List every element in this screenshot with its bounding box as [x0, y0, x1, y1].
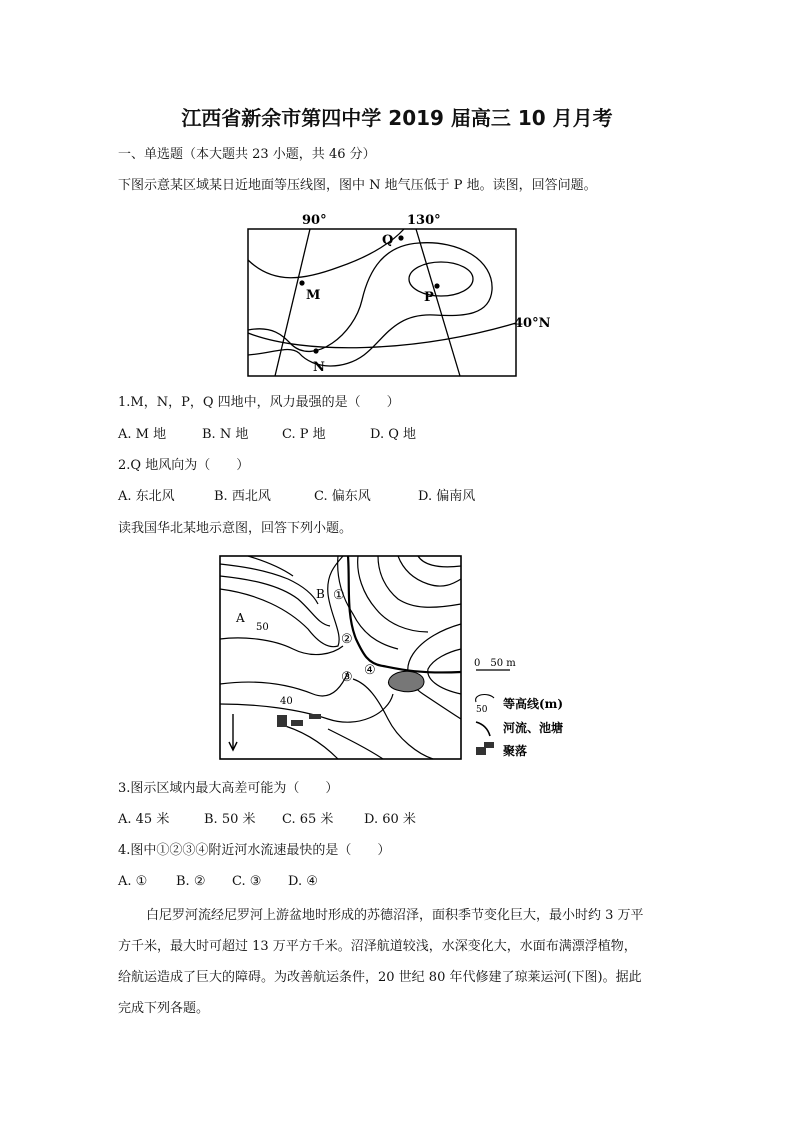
contour-line: [378, 556, 461, 607]
passage-line: 完成下列各题。: [118, 1001, 210, 1016]
intro-question-group-1: 下图示意某区域某日近地面等压线图，图中 N 地气压低于 P 地。读图，回答问题。: [118, 178, 597, 193]
contour-label-40: 40: [280, 696, 293, 707]
question-4-option-d[interactable]: D. ④: [288, 874, 318, 889]
contour-line: [220, 694, 393, 722]
latitude-label-40n: 40°N: [514, 316, 551, 331]
question-4-option-b[interactable]: B. ②: [176, 874, 206, 889]
question-1-option-a[interactable]: A. M 地: [118, 427, 167, 442]
meridian-130: [416, 229, 460, 376]
question-2-option-b[interactable]: B. 西北风: [214, 489, 271, 504]
contour-map: [218, 554, 583, 764]
reading-passage: [118, 900, 678, 1024]
settlement-building: [291, 720, 303, 726]
legend-river-icon: [476, 722, 490, 736]
marker-3: ③: [341, 670, 353, 685]
legend-river-label: 河流、池塘: [503, 721, 564, 735]
contour-line: [418, 556, 461, 567]
map-frame: [248, 229, 516, 376]
contour-line: [220, 638, 343, 655]
isobar-line: [248, 229, 404, 278]
marker-4: ④: [364, 663, 376, 678]
parallel-40n: [248, 323, 516, 348]
point-n: [313, 348, 318, 353]
label-b: B: [316, 587, 325, 601]
question-1-option-c[interactable]: C. P 地: [282, 427, 326, 442]
question-4-option-a[interactable]: A. ①: [118, 874, 148, 889]
contour-label-50: 50: [256, 622, 269, 633]
contour-line: [328, 729, 383, 759]
contour-line: [398, 556, 461, 586]
settlement-building: [309, 714, 321, 719]
question-1-stem: 1.M，N，P，Q 四地中，风力最强的是（ ）: [118, 395, 400, 410]
settlement-building: [277, 715, 287, 727]
legend-contour-icon: [476, 695, 494, 702]
question-3-option-c[interactable]: C. 65 米: [282, 812, 334, 827]
legend-settlement-label: 聚落: [503, 744, 528, 758]
longitude-label-90: 90°: [302, 213, 327, 228]
legend-settlement-icon: [484, 742, 494, 748]
question-3-option-d[interactable]: D. 60 米: [364, 812, 416, 827]
question-4-option-c[interactable]: C. ③: [232, 874, 262, 889]
marker-1: ①: [333, 588, 345, 603]
passage-line: 白尼罗河流经尼罗河上游盆地时形成的苏德沼泽，面积季节变化巨大，最小时约 3 万平: [146, 908, 644, 923]
point-q: [398, 235, 403, 240]
question-1-option-d[interactable]: D. Q 地: [370, 427, 417, 442]
section-heading: 一、单选题（本大题共 23 小题，共 46 分）: [118, 147, 376, 162]
scale-label: 0 50 m: [474, 658, 516, 669]
question-1-option-b[interactable]: B. N 地: [202, 427, 249, 442]
isobar-closed: [409, 262, 473, 296]
pond: [388, 671, 424, 692]
passage-line: 方千米，最大时可超过 13 万平方千米。沼泽航道较浅，水深变化大，水面布满漂浮植物，: [118, 939, 637, 954]
contour-line: [220, 672, 348, 696]
point-m-label: M: [306, 288, 321, 303]
contour-line: [220, 564, 318, 604]
question-2-option-a[interactable]: A. 东北风: [118, 489, 175, 504]
legend-contour-label: 等高线(m): [503, 697, 564, 711]
intro-question-group-2: 读我国华北某地示意图，回答下列小题。: [118, 521, 353, 536]
question-4-stem: 4.图中①②③④附近河水流速最快的是（ ）: [118, 843, 391, 858]
question-2-option-d[interactable]: D. 偏南风: [418, 489, 476, 504]
question-2-stem: 2.Q 地风向为（ ）: [118, 458, 250, 473]
question-3-option-b[interactable]: B. 50 米: [204, 812, 256, 827]
question-3-option-a[interactable]: A. 45 米: [118, 812, 170, 827]
point-p-label: P: [424, 290, 434, 305]
question-2-option-c[interactable]: C. 偏东风: [314, 489, 371, 504]
page-title: 江西省新余市第四中学 2019 届高三 10 月月考: [181, 106, 613, 130]
point-n-label: N: [313, 360, 325, 375]
marker-2: ②: [341, 632, 353, 647]
meridian-90: [275, 229, 310, 376]
isobar-map: [244, 205, 554, 380]
label-a: A: [236, 611, 245, 625]
legend-settlement-icon: [476, 747, 486, 755]
point-q-label: Q: [382, 233, 394, 248]
question-3-stem: 3.图示区域内最大高差可能为（ ）: [118, 781, 339, 796]
legend-contour-sample: 50: [476, 705, 488, 715]
longitude-label-130: 130°: [407, 213, 441, 228]
point-p: [434, 283, 439, 288]
passage-line: 给航运造成了巨大的障碍。为改善航运条件，20 世纪 80 年代修建了琼莱运河(下图)。据此: [118, 970, 642, 985]
point-m: [299, 280, 304, 285]
